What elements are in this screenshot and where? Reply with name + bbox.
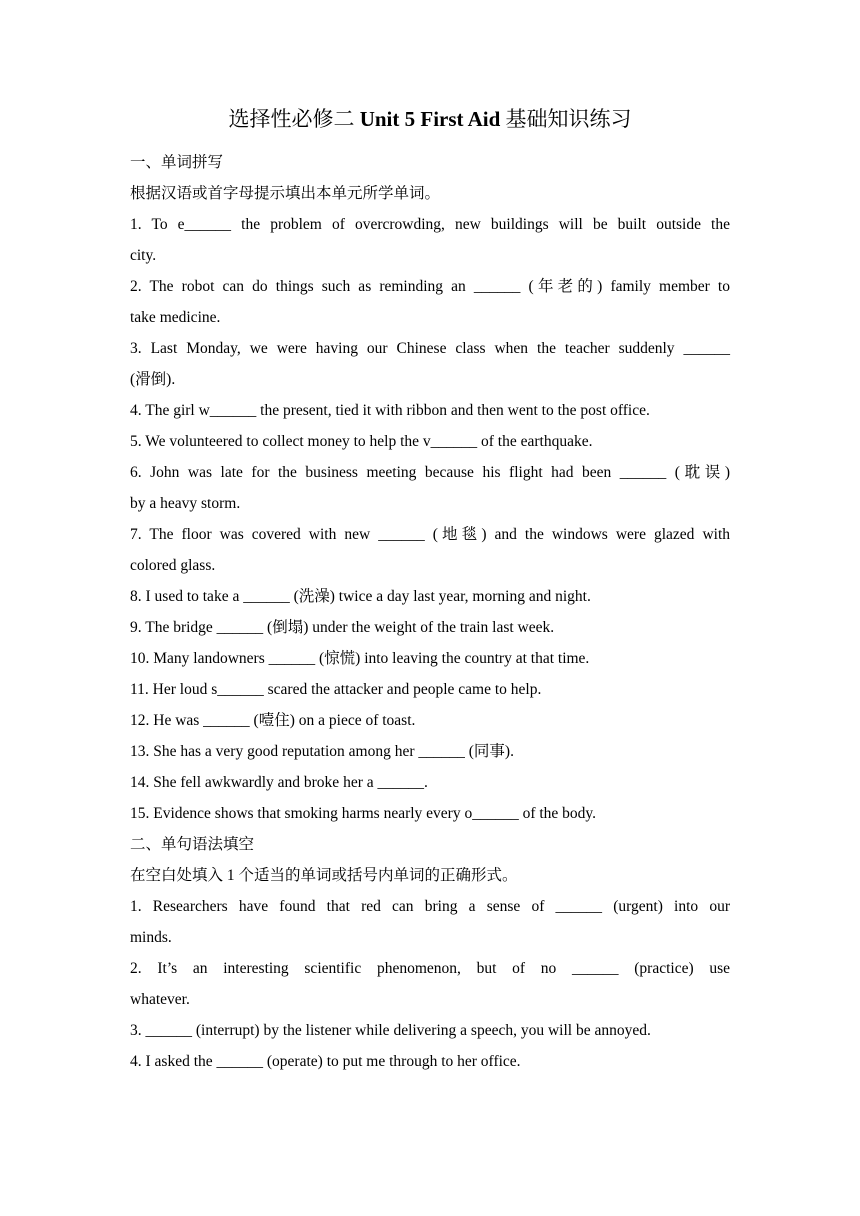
question-line: 2. The robot can do things such as reminding an ______ (年老的) family member to [130, 278, 730, 295]
question-item [130, 582, 730, 613]
title-cn-prefix: 选择性必修二 [228, 107, 360, 131]
question-item [130, 675, 730, 706]
question-item [130, 706, 730, 737]
question-line: 2. It’s an interesting scientific phenomenon, but of no ______ (practice) use [130, 960, 730, 977]
section2-instruction: 在空白处填入 1 个适当的单词或括号内单词的正确形式。 [130, 867, 518, 884]
section1-heading: 一、单词拼写 [130, 154, 224, 171]
question-item [130, 210, 730, 272]
question-line: 11. Her loud s______ scared the attacker and people came to help. [130, 681, 542, 698]
question-line: 3. Last Monday, we were having our Chinese class when the teacher suddenly ______ [130, 340, 730, 357]
question-item [130, 520, 730, 582]
document-body [130, 148, 730, 1078]
question-item [130, 954, 730, 1016]
question-item [130, 644, 730, 675]
question-item [130, 272, 730, 334]
question-line: 15. Evidence shows that smoking harms nearly every o______ of the body. [130, 805, 597, 822]
question-line: 14. She fell awkwardly and broke her a ______. [130, 774, 428, 791]
question-line: 1. To e______ the problem of overcrowding, new buildings will be built outside the [130, 216, 730, 233]
question-line: take medicine. [130, 309, 221, 326]
title-cn-suffix: 基础知识练习 [500, 107, 632, 131]
question-item [130, 768, 730, 799]
question-item [130, 892, 730, 954]
title-unit: Unit 5 First Aid [359, 107, 501, 131]
question-line: 4. The girl w______ the present, tied it with ribbon and then went to the post office. [130, 402, 650, 419]
question-item [130, 396, 730, 427]
question-item [130, 1016, 730, 1047]
question-item [130, 613, 730, 644]
question-line: 9. The bridge ______ (倒塌) under the weight of the train last week. [130, 619, 555, 636]
question-line: by a heavy storm. [130, 495, 241, 512]
question-line: 13. She has a very good reputation among her ______ (同事). [130, 743, 514, 760]
question-line: whatever. [130, 991, 190, 1008]
question-line: (滑倒). [130, 371, 176, 388]
question-line: 3. ______ (interrupt) by the listener while delivering a speech, you will be annoyed. [130, 1022, 651, 1039]
question-item [130, 458, 730, 520]
question-line: colored glass. [130, 557, 216, 574]
question-line: 6. John was late for the business meeting because his flight had been ______ (耽误) [130, 464, 730, 481]
question-item [130, 1047, 730, 1078]
question-line: 4. I asked the ______ (operate) to put me through to her office. [130, 1053, 521, 1070]
document-title [0, 104, 860, 134]
question-line: 1. Researchers have found that red can bring a sense of ______ (urgent) into our [130, 898, 730, 915]
question-item [130, 799, 730, 830]
question-line: 5. We volunteered to collect money to help the v______ of the earthquake. [130, 433, 593, 450]
question-line: 12. He was ______ (噎住) on a piece of toast. [130, 712, 416, 729]
question-line: city. [130, 247, 157, 264]
question-line: minds. [130, 929, 172, 946]
question-line: 10. Many landowners ______ (惊慌) into leaving the country at that time. [130, 650, 590, 667]
question-item [130, 334, 730, 396]
question-line: 7. The floor was covered with new ______ (地毯) and the windows were glazed with [130, 526, 730, 543]
question-line: 8. I used to take a ______ (洗澡) twice a day last year, morning and night. [130, 588, 591, 605]
question-item [130, 737, 730, 768]
section2-heading: 二、单句语法填空 [130, 836, 255, 853]
section1-instruction: 根据汉语或首字母提示填出本单元所学单词。 [130, 185, 441, 202]
question-item [130, 427, 730, 458]
